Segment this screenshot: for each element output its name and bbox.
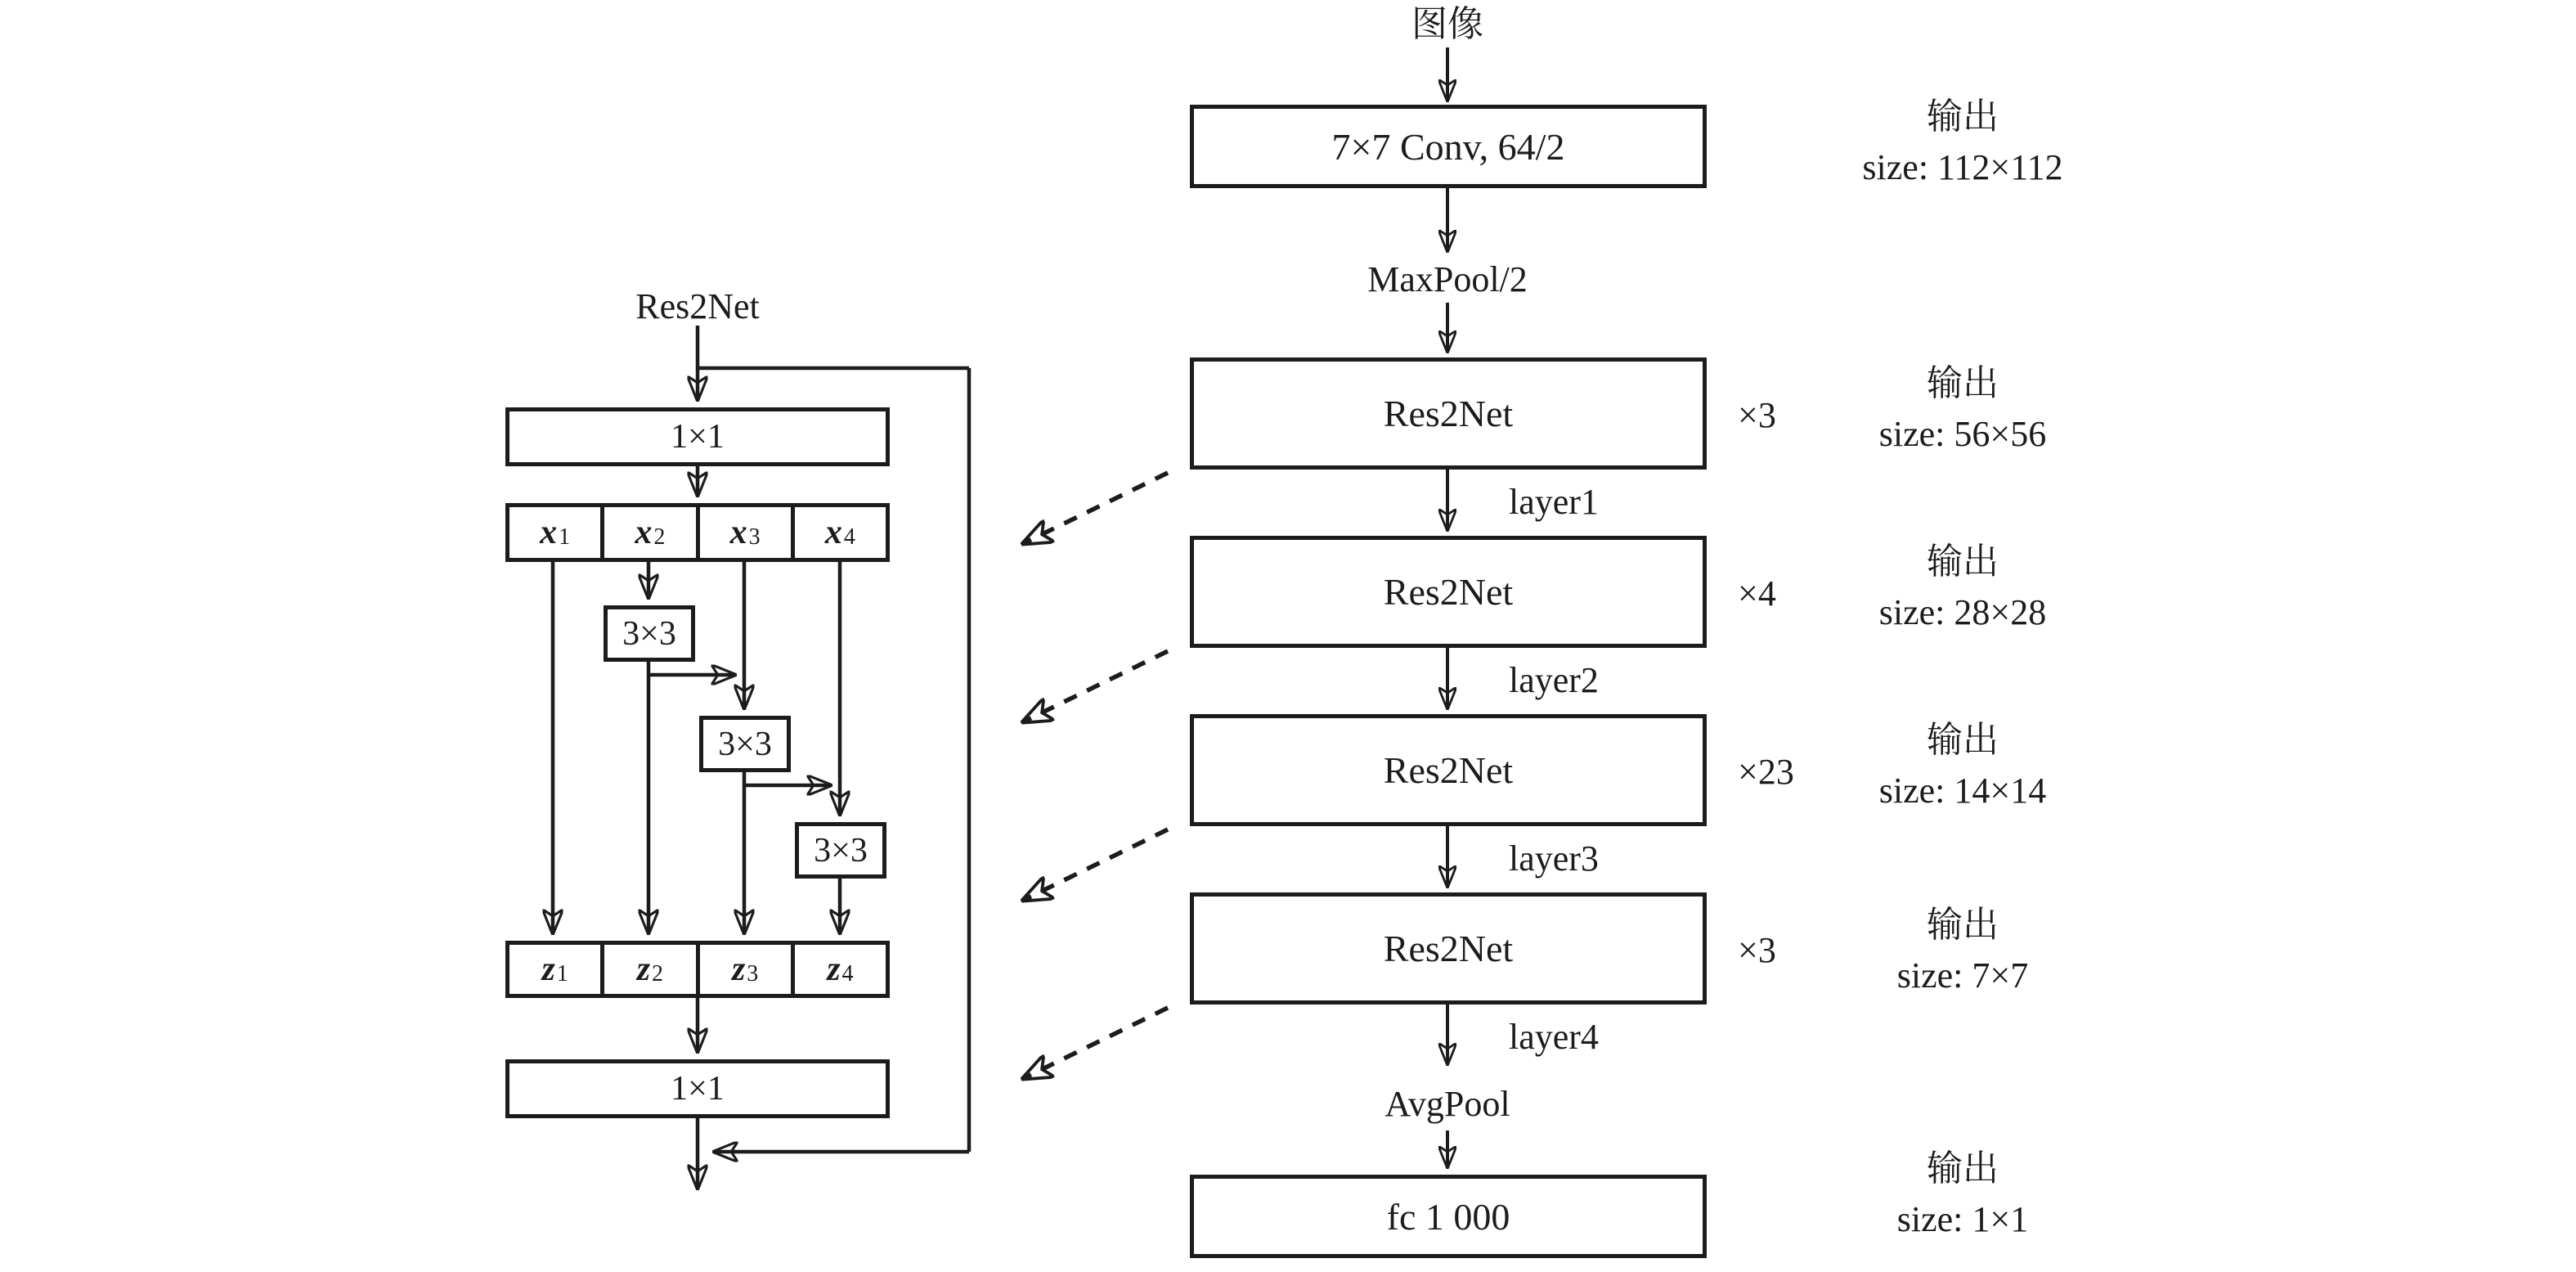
output-cell-z2: z 2	[600, 945, 695, 994]
maxpool-label: MaxPool/2	[1367, 259, 1528, 299]
output-z1-label: z	[541, 951, 555, 988]
split-row	[505, 503, 890, 562]
conv-1x1-expand-box	[505, 1059, 890, 1118]
output-cell-z3: z 3	[696, 945, 791, 994]
layer2-label: layer2	[1509, 660, 1599, 700]
dashed-arrow-stage1-detail	[1024, 473, 1168, 543]
stage3-mult-label: ×23	[1738, 752, 1794, 792]
output-title-6: 输出	[1927, 1148, 1999, 1189]
output-size-annotation-2	[1783, 358, 2143, 460]
layer3-label: layer3	[1509, 838, 1599, 879]
output-size-annotation-3	[1783, 537, 2143, 638]
fc-box	[1190, 1175, 1707, 1258]
output-size-4: size: 14×14	[1878, 771, 2047, 811]
output-size-2: size: 56×56	[1878, 414, 2047, 454]
output-size-1: size: 112×112	[1862, 147, 2063, 187]
conv-1x1-reduce-label: 1×1	[671, 418, 725, 456]
dashed-arrow-stage3-detail	[1024, 829, 1168, 900]
output-title-2: 输出	[1927, 363, 1999, 403]
split-cell-x2: x 2	[600, 507, 695, 558]
stem-conv-box	[1190, 105, 1707, 188]
stage4-mult-label: ×3	[1738, 930, 1776, 970]
output-z3-label: z	[731, 951, 746, 988]
split-cell-x3: x 3	[696, 507, 791, 558]
conv-3x3-box-3	[795, 822, 886, 879]
output-size-6: size: 1×1	[1896, 1199, 2029, 1239]
output-title-5: 输出	[1927, 905, 1999, 945]
stage4-box	[1190, 892, 1707, 1005]
stem-conv-label: 7×7 Conv, 64/2	[1331, 125, 1565, 168]
conv-1x1-expand-label: 1×1	[671, 1070, 725, 1108]
conv-3x3-box-1	[604, 605, 695, 662]
stage3-box	[1190, 714, 1707, 826]
output-size-annotation-5	[1783, 900, 2143, 1001]
conv-3x3-label-1: 3×3	[622, 614, 676, 653]
fc-label: fc 1 000	[1386, 1195, 1510, 1238]
split-cell-x4: x 4	[791, 507, 886, 558]
stage1-box	[1190, 357, 1707, 470]
output-z4-label: z	[827, 951, 841, 988]
layer4-label: layer4	[1509, 1017, 1599, 1057]
output-title-1: 输出	[1927, 97, 1999, 137]
split-x1-label: x	[540, 514, 558, 551]
conv-3x3-label-2: 3×3	[718, 725, 772, 763]
conv-3x3-box-2	[699, 716, 791, 772]
conv-1x1-reduce-box	[505, 407, 890, 466]
split-x3-label: x	[729, 514, 747, 551]
output-cell-z1: z 1	[541, 951, 568, 988]
input-image-label: 图像	[1411, 4, 1483, 44]
conv-3x3-label-3: 3×3	[814, 831, 868, 870]
output-row	[505, 941, 890, 998]
stage2-mult-label: ×4	[1738, 573, 1776, 614]
output-title-4: 输出	[1927, 720, 1999, 760]
stage4-label: Res2Net	[1383, 928, 1514, 969]
stage1-label: Res2Net	[1383, 393, 1514, 434]
output-z2-label: z	[636, 951, 651, 988]
split-x4-label: x	[824, 514, 842, 551]
avgpool-label: AvgPool	[1384, 1084, 1510, 1124]
dashed-arrow-stage2-detail	[1024, 651, 1168, 721]
split-x2-label: x	[635, 514, 653, 551]
output-size-5: size: 7×7	[1896, 955, 2029, 996]
layer1-label: layer1	[1509, 482, 1599, 522]
stage2-label: Res2Net	[1383, 571, 1514, 613]
dashed-arrow-stage4-detail	[1024, 1008, 1168, 1078]
split-cell-x1: x 1	[540, 514, 571, 551]
output-size-annotation-6	[1783, 1144, 2143, 1245]
stage1-mult-label: ×3	[1738, 395, 1776, 435]
res2net-detail-title: Res2Net	[635, 286, 760, 326]
output-cell-z4: z 4	[791, 945, 886, 994]
output-size-3: size: 28×28	[1878, 592, 2047, 632]
stage2-box	[1190, 536, 1707, 648]
output-size-annotation-1	[1783, 92, 2143, 193]
stage3-label: Res2Net	[1383, 749, 1514, 791]
output-title-3: 输出	[1927, 542, 1999, 582]
output-size-annotation-4	[1783, 715, 2143, 816]
